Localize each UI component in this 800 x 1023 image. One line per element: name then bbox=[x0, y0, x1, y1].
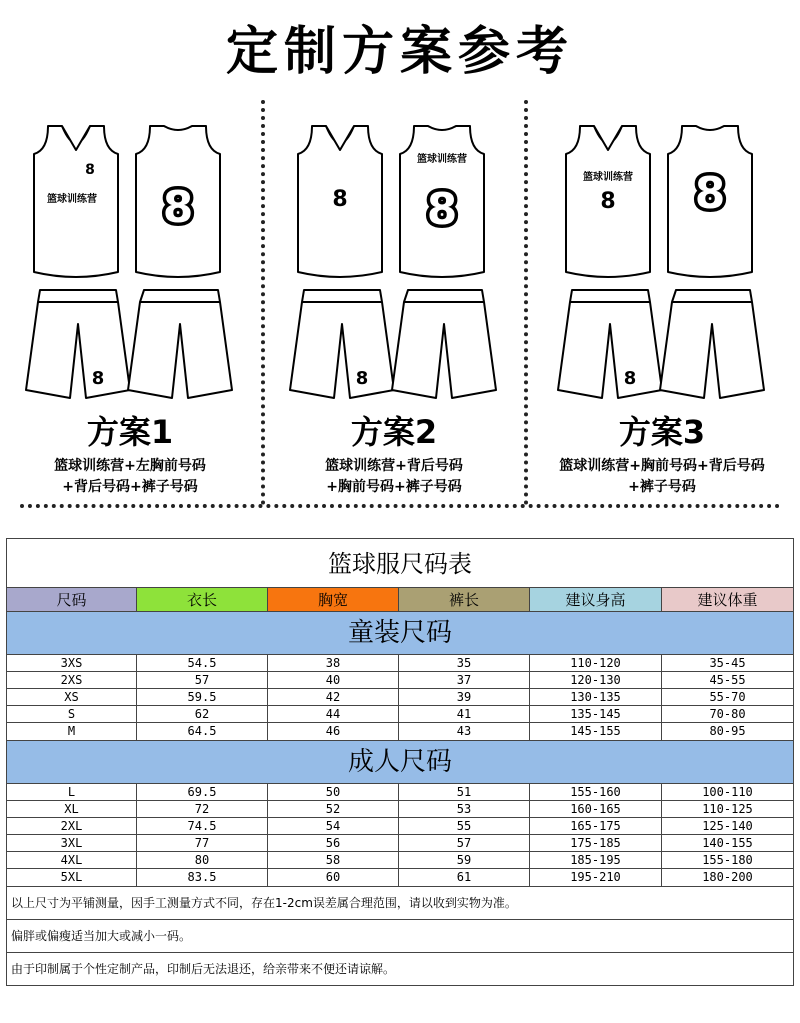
shorts-number: 8 bbox=[623, 368, 637, 389]
table-cell: 60 bbox=[268, 869, 399, 886]
size-table-title: 篮球服尺码表 bbox=[7, 539, 793, 588]
table-cell: 37 bbox=[399, 672, 530, 688]
table-cell: 74.5 bbox=[137, 818, 268, 834]
table-cell: 110-120 bbox=[530, 655, 662, 671]
table-cell: 130-135 bbox=[530, 689, 662, 705]
team-name: 篮球训练营 bbox=[583, 172, 633, 183]
plan-description bbox=[532, 456, 792, 498]
table-row bbox=[7, 723, 793, 740]
table-cell: 2XL bbox=[7, 818, 137, 834]
uniform-illustration-plan-3 bbox=[532, 110, 792, 410]
table-cell: 3XS bbox=[7, 655, 137, 671]
table-cell: 175-185 bbox=[530, 835, 662, 851]
table-cell: XL bbox=[7, 801, 137, 817]
table-cell: 64.5 bbox=[137, 723, 268, 740]
plan-desc-line: 篮球训练营+胸前号码+背后号码 bbox=[559, 458, 765, 474]
table-cell: 100-110 bbox=[702, 785, 753, 799]
plan-desc-line: +背后号码+裤子号码 bbox=[62, 479, 198, 495]
table-cell: L bbox=[7, 784, 137, 800]
table-row bbox=[7, 784, 793, 801]
kids-rows bbox=[7, 655, 793, 740]
table-cell: 58 bbox=[268, 852, 399, 868]
plan-description bbox=[0, 456, 260, 498]
table-cell: 56 bbox=[268, 835, 399, 851]
chest-number: 8 bbox=[600, 189, 616, 214]
table-cell: 145-155 bbox=[530, 723, 662, 740]
table-cell: 44 bbox=[268, 706, 399, 722]
table-cell: 3XL bbox=[7, 835, 137, 851]
plan-desc-line: +裤子号码 bbox=[628, 479, 696, 495]
table-cell: 62 bbox=[137, 706, 268, 722]
plan-desc-line: 篮球训练营+背后号码 bbox=[325, 458, 463, 474]
table-cell: 125-140 bbox=[702, 819, 753, 833]
table-cell: 54 bbox=[268, 818, 399, 834]
back-number: 8 bbox=[694, 168, 726, 219]
uniform-illustration-plan-2 bbox=[264, 110, 524, 410]
table-cell: M bbox=[7, 723, 137, 740]
table-cell: 35-45 bbox=[709, 656, 746, 670]
divider bbox=[20, 504, 780, 508]
chest-number: 8 bbox=[85, 162, 95, 178]
table-cell: 42 bbox=[268, 689, 399, 705]
table-cell: 45-55 bbox=[709, 673, 746, 687]
table-cell: 160-165 bbox=[530, 801, 662, 817]
plan-1 bbox=[0, 110, 260, 500]
plan-name: 方案1 bbox=[86, 413, 174, 451]
plan-name: 方案3 bbox=[618, 413, 706, 451]
kids-section-label: 童装尺码 bbox=[7, 612, 793, 655]
table-cell: 51 bbox=[399, 784, 530, 800]
table-cell: S bbox=[7, 706, 137, 722]
table-cell: 155-180 bbox=[702, 853, 753, 867]
table-row bbox=[7, 835, 793, 852]
table-cell: 185-195 bbox=[530, 852, 662, 868]
table-cell: 70-80 bbox=[709, 707, 746, 721]
header-chest: 胸宽 bbox=[268, 588, 399, 611]
table-cell: 57 bbox=[399, 835, 530, 851]
header-length: 衣长 bbox=[137, 588, 268, 611]
table-cell: 57 bbox=[137, 672, 268, 688]
table-cell: XS bbox=[7, 689, 137, 705]
table-cell: 40 bbox=[268, 672, 399, 688]
table-cell: 39 bbox=[399, 689, 530, 705]
header-size: 尺码 bbox=[7, 588, 137, 611]
table-cell: 55 bbox=[399, 818, 530, 834]
table-cell: 77 bbox=[137, 835, 268, 851]
table-cell: 110-125 bbox=[702, 802, 753, 816]
plan-3 bbox=[532, 110, 792, 500]
table-cell: 155-160 bbox=[530, 784, 662, 800]
table-row bbox=[7, 672, 793, 689]
table-cell: 195-210 bbox=[530, 869, 662, 886]
table-cell: 4XL bbox=[7, 852, 137, 868]
chest-number: 8 bbox=[332, 187, 348, 212]
table-cell: 43 bbox=[399, 723, 530, 740]
table-cell: 38 bbox=[268, 655, 399, 671]
plan-desc-line: +胸前号码+裤子号码 bbox=[326, 479, 462, 495]
header-pants-length: 裤长 bbox=[399, 588, 530, 611]
table-cell: 50 bbox=[268, 784, 399, 800]
table-cell: 80 bbox=[137, 852, 268, 868]
team-name: 篮球训练营 bbox=[47, 194, 97, 205]
header-weight: 建议体重 bbox=[662, 588, 793, 611]
table-row bbox=[7, 852, 793, 869]
adult-rows bbox=[7, 784, 793, 886]
table-cell: 69.5 bbox=[137, 784, 268, 800]
table-cell: 165-175 bbox=[530, 818, 662, 834]
size-note: 以上尺寸为平铺测量，因手工测量方式不同，存在1-2cm误差属合理范围，请以收到实物为准。 bbox=[7, 886, 793, 920]
shorts-number: 8 bbox=[355, 368, 369, 389]
plan-desc-line: 篮球训练营+左胸前号码 bbox=[54, 458, 206, 474]
table-cell: 80-95 bbox=[709, 724, 746, 738]
table-row bbox=[7, 818, 793, 835]
table-row bbox=[7, 801, 793, 818]
table-cell: 2XS bbox=[7, 672, 137, 688]
size-note: 偏胖或偏瘦适当加大或减小一码。 bbox=[7, 920, 793, 953]
table-cell: 59.5 bbox=[137, 689, 268, 705]
table-cell: 120-130 bbox=[530, 672, 662, 688]
table-row bbox=[7, 655, 793, 672]
table-cell: 180-200 bbox=[702, 870, 753, 884]
table-cell: 54.5 bbox=[137, 655, 268, 671]
page-title: 定制方案参考 bbox=[225, 22, 574, 82]
plan-2 bbox=[264, 110, 524, 500]
back-number: 8 bbox=[426, 184, 458, 235]
plan-name: 方案2 bbox=[350, 413, 438, 451]
table-cell: 5XL bbox=[7, 869, 137, 886]
table-cell: 53 bbox=[399, 801, 530, 817]
adult-section-label: 成人尺码 bbox=[7, 740, 793, 784]
table-cell: 72 bbox=[137, 801, 268, 817]
shorts-number: 8 bbox=[91, 368, 105, 389]
plan-description bbox=[264, 456, 524, 498]
team-name: 篮球训练营 bbox=[417, 154, 467, 165]
table-cell: 52 bbox=[268, 801, 399, 817]
size-table-header-row bbox=[7, 588, 793, 612]
table-cell: 59 bbox=[399, 852, 530, 868]
table-cell: 35 bbox=[399, 655, 530, 671]
table-cell: 135-145 bbox=[530, 706, 662, 722]
table-row bbox=[7, 706, 793, 723]
table-cell: 61 bbox=[399, 869, 530, 886]
table-cell: 41 bbox=[399, 706, 530, 722]
back-number: 8 bbox=[162, 182, 194, 233]
table-row bbox=[7, 689, 793, 706]
uniform-illustration-plan-1 bbox=[0, 110, 260, 410]
size-note: 由于印制属于个性定制产品，印制后无法退还，给亲带来不便还请谅解。 bbox=[11, 962, 396, 976]
table-cell: 55-70 bbox=[709, 690, 746, 704]
table-cell: 140-155 bbox=[702, 836, 753, 850]
header-height: 建议身高 bbox=[530, 588, 662, 611]
table-cell: 83.5 bbox=[137, 869, 268, 886]
table-cell: 46 bbox=[268, 723, 399, 740]
divider bbox=[524, 100, 528, 505]
size-table bbox=[6, 538, 794, 986]
table-row bbox=[7, 869, 793, 886]
